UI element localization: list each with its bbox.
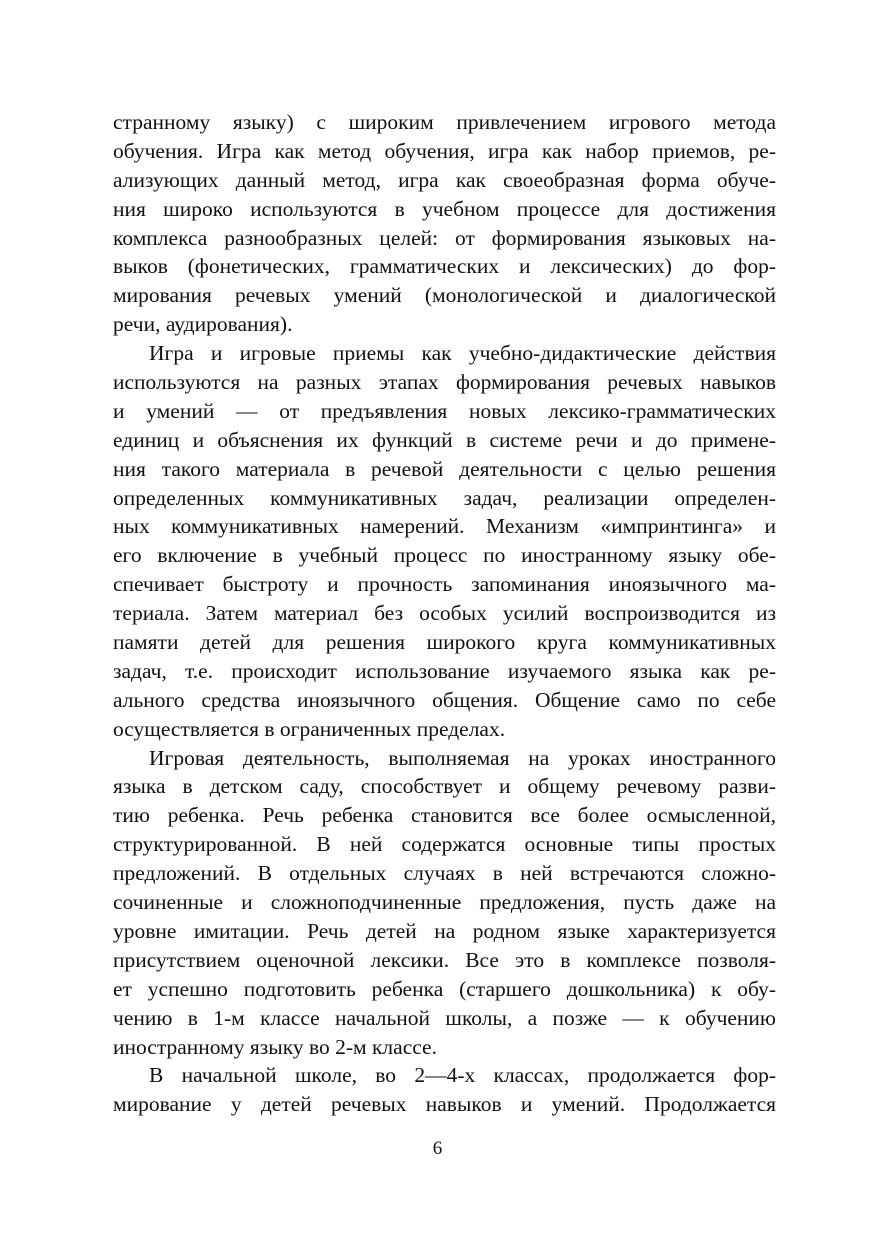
text-line: речи, аудирования).: [113, 312, 293, 337]
text-line: комплекса разнообразных целей: от формирования языковых на-: [113, 225, 776, 250]
text-line: предложений. В отдельных случаях в ней встречаются сложно-: [113, 861, 776, 886]
text-line: ет успешно подготовить ребенка (старшего дошкольника) к обу-: [113, 976, 776, 1001]
text-line: странному языку) с широким привлечением игрового метода: [113, 110, 776, 134]
text-line: присутствием оценочной лексики. Все это в комплексе позволя-: [113, 947, 776, 972]
text-line: В начальной школе, во 2—4-х классах, продолжается фор-: [149, 1063, 776, 1088]
text-line: обучения. Игра как метод обучения, игра как набор приемов, ре-: [113, 138, 776, 163]
text-line: ния широко используются в учебном процессе для достижения: [113, 196, 776, 221]
text-line: задач, т.е. происходит использование изучаемого языка как ре-: [113, 658, 776, 683]
paragraph-4: [113, 1061, 776, 1119]
text-line: тию ребенка. Речь ребенка становится все более осмысленной,: [113, 803, 776, 828]
text-line: единиц и объяснения их функций в системе речи и до примене-: [113, 427, 776, 452]
text-line: мирование у детей речевых навыков и умений. Продолжается: [113, 1092, 776, 1117]
text-line: используются на разных этапах формирования речевых навыков: [113, 370, 776, 395]
text-line: структурированной. В ней содержатся основные типы простых: [113, 832, 776, 857]
text-line: Игровая деятельность, выполняемая на уроках иностранного: [149, 745, 776, 770]
text-line: чению в 1-м классе начальной школы, а позже — к обучению: [113, 1005, 776, 1030]
text-line: языка в детском саду, способствует и общему речевому разви-: [113, 774, 776, 799]
text-line: и умений — от предъявления новых лексико-грамматических: [113, 398, 776, 423]
paragraph-2: [113, 339, 776, 743]
text-line: иностранному языку во 2-м классе.: [113, 1034, 437, 1059]
page-number: 6: [432, 1138, 443, 1159]
text-line: выков (фонетических, грамматических и лексических) до фор-: [113, 254, 776, 279]
text-line: сочиненные и сложноподчиненные предложения, пусть даже на: [113, 890, 776, 915]
text-line: Игра и игровые приемы как учебно-дидактические действия: [149, 341, 776, 366]
text-line: спечивает быстроту и прочность запоминания иноязычного ма-: [113, 572, 776, 597]
text-line: определенных коммуникативных задач, реализации определен-: [113, 485, 776, 510]
text-line: териала. Затем материал без особых усилий воспроизводится из: [113, 601, 776, 626]
text-line: осуществляется в ограниченных пределах.: [113, 716, 506, 741]
text-line: уровне имитации. Речь детей на родном языке характеризуется: [113, 918, 776, 943]
text-line: ных коммуникативных намерений. Механизм «импринтинга» и: [113, 514, 776, 539]
paragraph-1: [113, 108, 776, 339]
body-text: [113, 108, 776, 1119]
text-line: его включение в учебный процесс по иностранному языку обе-: [113, 543, 776, 568]
text-line: памяти детей для решения широкого круга коммуникативных: [113, 630, 776, 655]
text-line: мирования речевых умений (монологической и диалогической: [113, 283, 776, 308]
paragraph-3: [113, 744, 776, 1062]
text-line: ния такого материала в речевой деятельности с целью решения: [113, 456, 776, 481]
text-line: ального средства иноязычного общения. Общение само по себе: [113, 687, 776, 712]
text-line: ализующих данный метод, игра как своеобразная форма обуче-: [113, 167, 776, 192]
